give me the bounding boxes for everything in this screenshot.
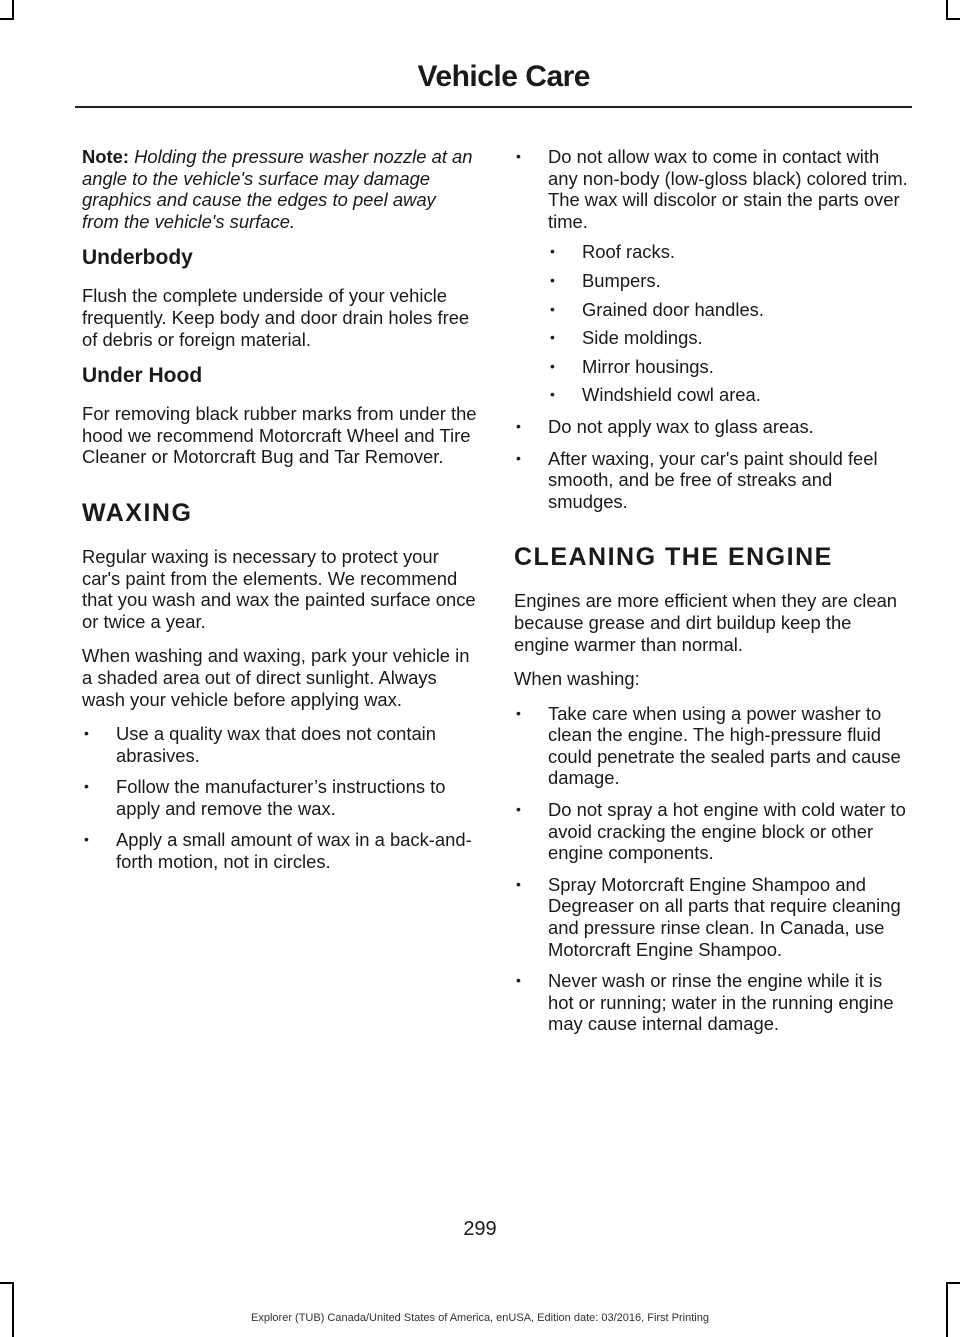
engine-intro: Engines are more efficient when they are clean because grease and dirt buildup keep the engine warmer than normal. (514, 590, 898, 655)
list-item: • Never wash or rinse the engine while it is hot or running; water in the running engine may cause internal damage. (514, 970, 909, 1035)
waxing-bullet-list (82, 723, 477, 873)
engine-when-washing: When washing: (514, 668, 640, 690)
crop-mark-top-left-v (12, 0, 14, 20)
crop-mark-top-right-v (946, 0, 948, 20)
wax-continued-list (514, 146, 909, 512)
footer-edition-info: Explorer (TUB) Canada/United States of America, enUSA, Edition date: 03/2016, First Printing (251, 1312, 709, 1324)
note-label: Note: (82, 146, 129, 167)
list-item: • Bumpers. (548, 270, 909, 292)
list-item: • Use a quality wax that does not contain abrasives. (82, 723, 477, 766)
trim-parts-list (548, 241, 909, 406)
list-item: • Grained door handles. (548, 299, 909, 321)
underhood-heading: Under Hood (82, 364, 203, 388)
list-item: • Do not apply wax to glass areas. (514, 416, 909, 438)
underbody-text: Flush the complete underside of your vehicle frequently. Keep body and door drain holes free of debris or foreign material. (82, 285, 470, 350)
right-column (514, 146, 909, 1048)
underhood-text: For removing black rubber marks from under the hood we recommend Motorcraft Wheel and Tire Cleaner or Motorcraft Bug and Tar Remover. (82, 403, 477, 468)
list-item: • Take care when using a power washer to clean the engine. The high-pressure fluid could penetrate the sealed parts and cause damage. (514, 703, 909, 789)
engine-heading: CLEANING THE ENGINE (514, 543, 833, 572)
note-text: Holding the pressure washer nozzle at an angle to the vehicle's surface may damage graphics and cause the edges to peel away from the vehicle's surface. (82, 146, 473, 232)
engine-bullet-list (514, 703, 909, 1035)
list-item: • Apply a small amount of wax in a back-and-forth motion, not in circles. (82, 829, 477, 872)
list-item (514, 146, 909, 406)
wax-trim-warning: Do not allow wax to come in contact with any non-body (low-gloss black) colored trim. The wax will discolor or stain the parts over time. (548, 146, 908, 232)
page-header-title: Vehicle Care (417, 60, 590, 93)
crop-mark-top-right-h (946, 18, 960, 20)
note-paragraph (82, 146, 477, 232)
crop-mark-bottom-right-h (946, 1282, 960, 1284)
list-item: • Roof racks. (548, 241, 909, 263)
waxing-heading: WAXING (82, 498, 193, 527)
crop-mark-top-left-h (0, 18, 14, 20)
list-item: • Mirror housings. (548, 356, 909, 378)
waxing-intro: Regular waxing is necessary to protect your car's paint from the elements. We recommend that you wash and wax the painted surface once or twice a year. (82, 545, 476, 632)
page-number: 299 (463, 1218, 497, 1240)
header-divider (75, 106, 912, 108)
list-item: • After waxing, your car's paint should feel smooth, and be free of streaks and smudges. (514, 448, 909, 513)
list-item: • Side moldings. (548, 327, 909, 349)
underbody-heading: Underbody (82, 246, 193, 270)
crop-mark-bottom-right-v (946, 1282, 948, 1337)
crop-mark-bottom-left-h (0, 1282, 14, 1284)
crop-mark-bottom-left-v (12, 1282, 14, 1337)
list-item: • Windshield cowl area. (548, 384, 909, 406)
list-item: • Do not spray a hot engine with cold water to avoid cracking the engine block or other engine components. (514, 799, 909, 864)
left-column (82, 146, 477, 886)
list-item: • Spray Motorcraft Engine Shampoo and Degreaser on all parts that require cleaning and pressure rinse clean. In Canada, use Motorcraft Engine Shampoo. (514, 874, 909, 960)
waxing-instructions: When washing and waxing, park your vehicle in a shaded area out of direct sunlight. Always wash your vehicle before applying wax. (82, 645, 470, 710)
list-item: • Follow the manufacturer’s instructions to apply and remove the wax. (82, 776, 477, 819)
